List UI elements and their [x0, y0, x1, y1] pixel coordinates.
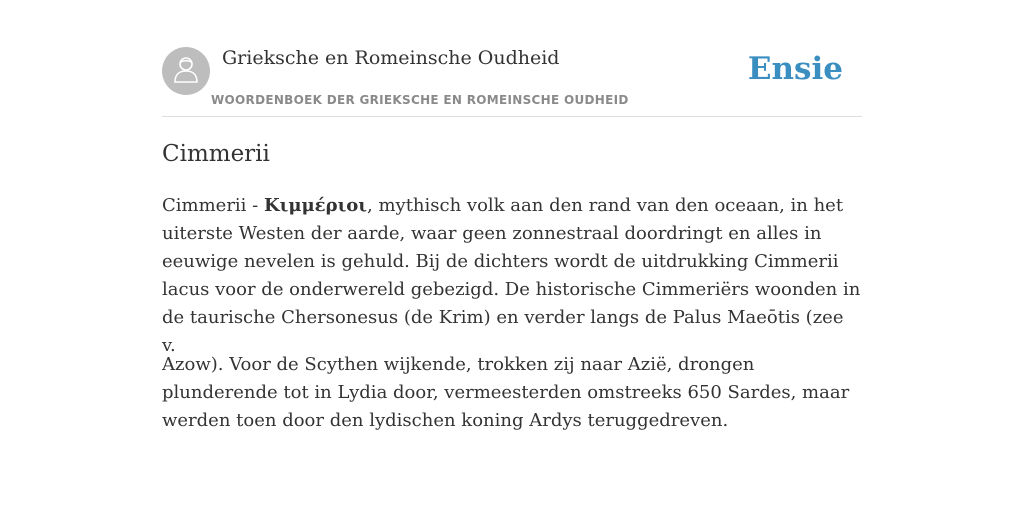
source-header [162, 46, 862, 117]
entry-text: , mythisch volk aan den rand van den oceaan, in het uiterste Westen der aarde, waar geen zonnestraal doordringt en alles in eeuwige nevelen is gehuld. Bij de dichters wordt de uitdrukking Cimmerii lacus voor de onderwereld gebezigd. De historische Cimmeriërs woonden in de taurische Chersonesus (de Krim) en verder langs de Palus Maeōtis (zee v. [162, 195, 861, 356]
user-icon [173, 55, 199, 88]
ensie-logo[interactable]: Ensie [747, 51, 843, 87]
greek-term: Κιμμέριοι [263, 195, 368, 216]
source-subtitle: WOORDENBOEK DER GRIEKSCHE EN ROMEINSCHE OUDHEID [211, 93, 629, 107]
page [162, 0, 862, 512]
entry-paragraph-1 [162, 192, 862, 360]
source-title[interactable]: Grieksche en Romeinsche Oudheid [222, 47, 560, 69]
entry-title: Cimmerii [162, 141, 270, 167]
entry-lead: Cimmerii - [162, 195, 264, 216]
entry-paragraph-2: Azow). Voor de Scythen wijkende, trokken zij naar Azië, drongen plunderende tot in Lydia door, vermeesterden omstreeks 650 Sardes, maar werden toen door den lydischen koning Ardys teruggedreven. [162, 354, 850, 431]
source-avatar[interactable] [162, 47, 210, 95]
